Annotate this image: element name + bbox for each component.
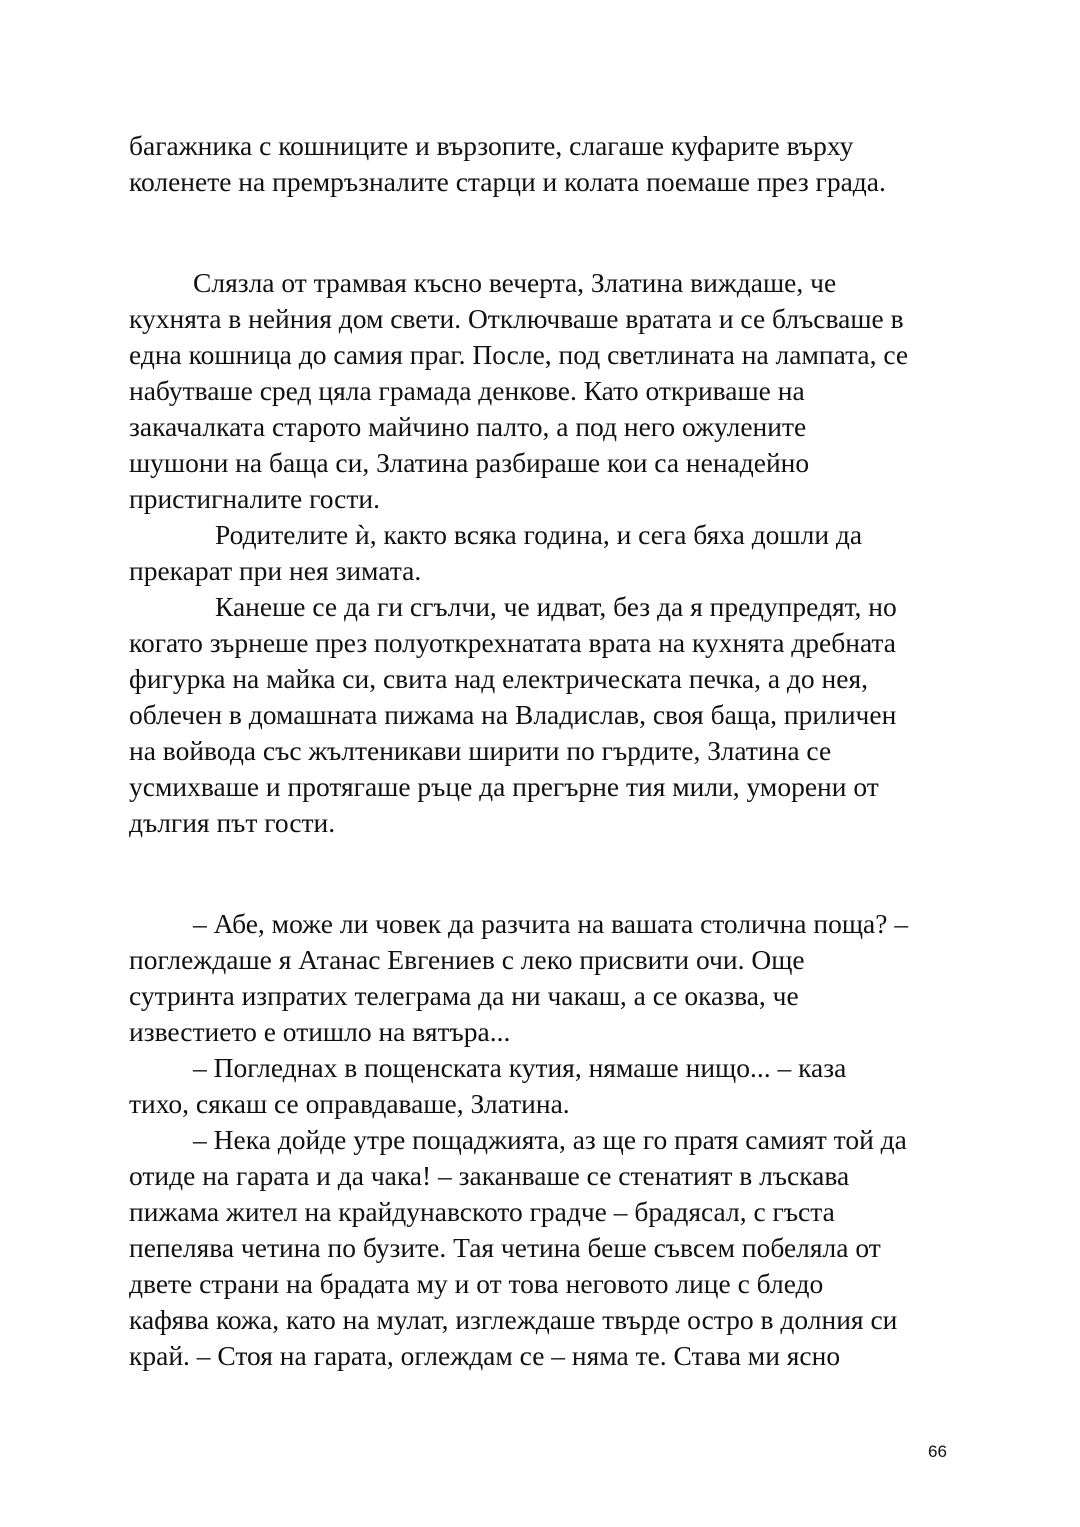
text-line: дългия път гости. (129, 807, 336, 838)
text-line: известието е отишло на вятъра... (129, 1016, 511, 1047)
text-line: двете страни на брадата му и от това неговото лице с бледо (129, 1268, 824, 1299)
page-number: 66 (928, 1442, 947, 1461)
text-line: кухнята в нейния дом свети. Отключваше вратата и се блъсваше в (129, 303, 904, 334)
text-line: усмихваше и протягаше ръце да прегърне тия мили, уморени от (129, 771, 879, 802)
text-line: сутринта изпратих телеграма да ни чакаш, а се оказва, че (129, 980, 799, 1011)
text-line: пепелява четина по бузите. Тая четина беше съвсем побеляла от (129, 1232, 881, 1263)
paragraph-block-2 (129, 265, 959, 841)
text-line: Родителите ѝ, както всяка година, и сега бяха дошли да (215, 519, 863, 550)
text-line: една кошница до самия праг. После, под светлината на лампата, се (129, 339, 909, 370)
text-line: фигурка на майка си, свита над електрическата печка, а до нея, (129, 663, 868, 694)
text-line: закачалката старото майчино палто, а под него ожулените (129, 411, 807, 442)
text-line: – Абе, може ли човек да разчита на вашата столична поща? – (193, 908, 909, 939)
text-line: коленете на премръзналите старци и колата поемаше през града. (129, 166, 886, 197)
text-line: край. – Стоя на гарата, оглеждам се – няма те. Става ми ясно (129, 1340, 841, 1371)
text-line: набутваше сред цяла грамада денкове. Като откриваше на (129, 375, 805, 406)
text-line: пристигналите гости. (129, 483, 380, 514)
text-line: пижама жител на крайдунавското градче – брадясал, с гъста (129, 1196, 835, 1227)
text-line: – Погледнах в пощенската кутия, нямаше нищо... – каза (193, 1052, 847, 1083)
text-line: шушони на баща си, Златина разбираше кои са ненадейно (129, 447, 810, 478)
text-line: – Нека дойде утре пощаджията, аз ще го пратя самият той да (193, 1124, 907, 1155)
text-line: отиде на гарата и да чака! – заканваше се стенатият в лъскава (129, 1160, 850, 1191)
text-line: прекарат при нея зимата. (129, 555, 422, 586)
text-line: Канеше се да ги сгълчи, че идват, без да я предупредят, но (215, 591, 897, 622)
text-line: багажника с кошниците и вързопите, слагаше куфарите върху (129, 130, 854, 161)
text-line: поглеждаше я Атанас Евгениев с леко присвити очи. Още (129, 944, 805, 975)
paragraph-block-1 (129, 128, 959, 200)
text-line: когато зърнеше през полуоткрехнатата врата на кухнята дребната (129, 627, 896, 658)
text-line: облечен в домашната пижама на Владислав, своя баща, приличен (129, 699, 897, 730)
text-line: кафява кожа, като на мулат, изглеждаше твърде остро в долния си (129, 1304, 898, 1335)
paragraph-block-3 (129, 906, 959, 1374)
text-line: Слязла от трамвая късно вечерта, Златина виждаше, че (193, 267, 837, 298)
text-line: на войвода със жълтеникави ширити по гърдите, Златина се (129, 735, 832, 766)
text-line: тихо, сякаш се оправдаваше, Златина. (129, 1088, 570, 1119)
